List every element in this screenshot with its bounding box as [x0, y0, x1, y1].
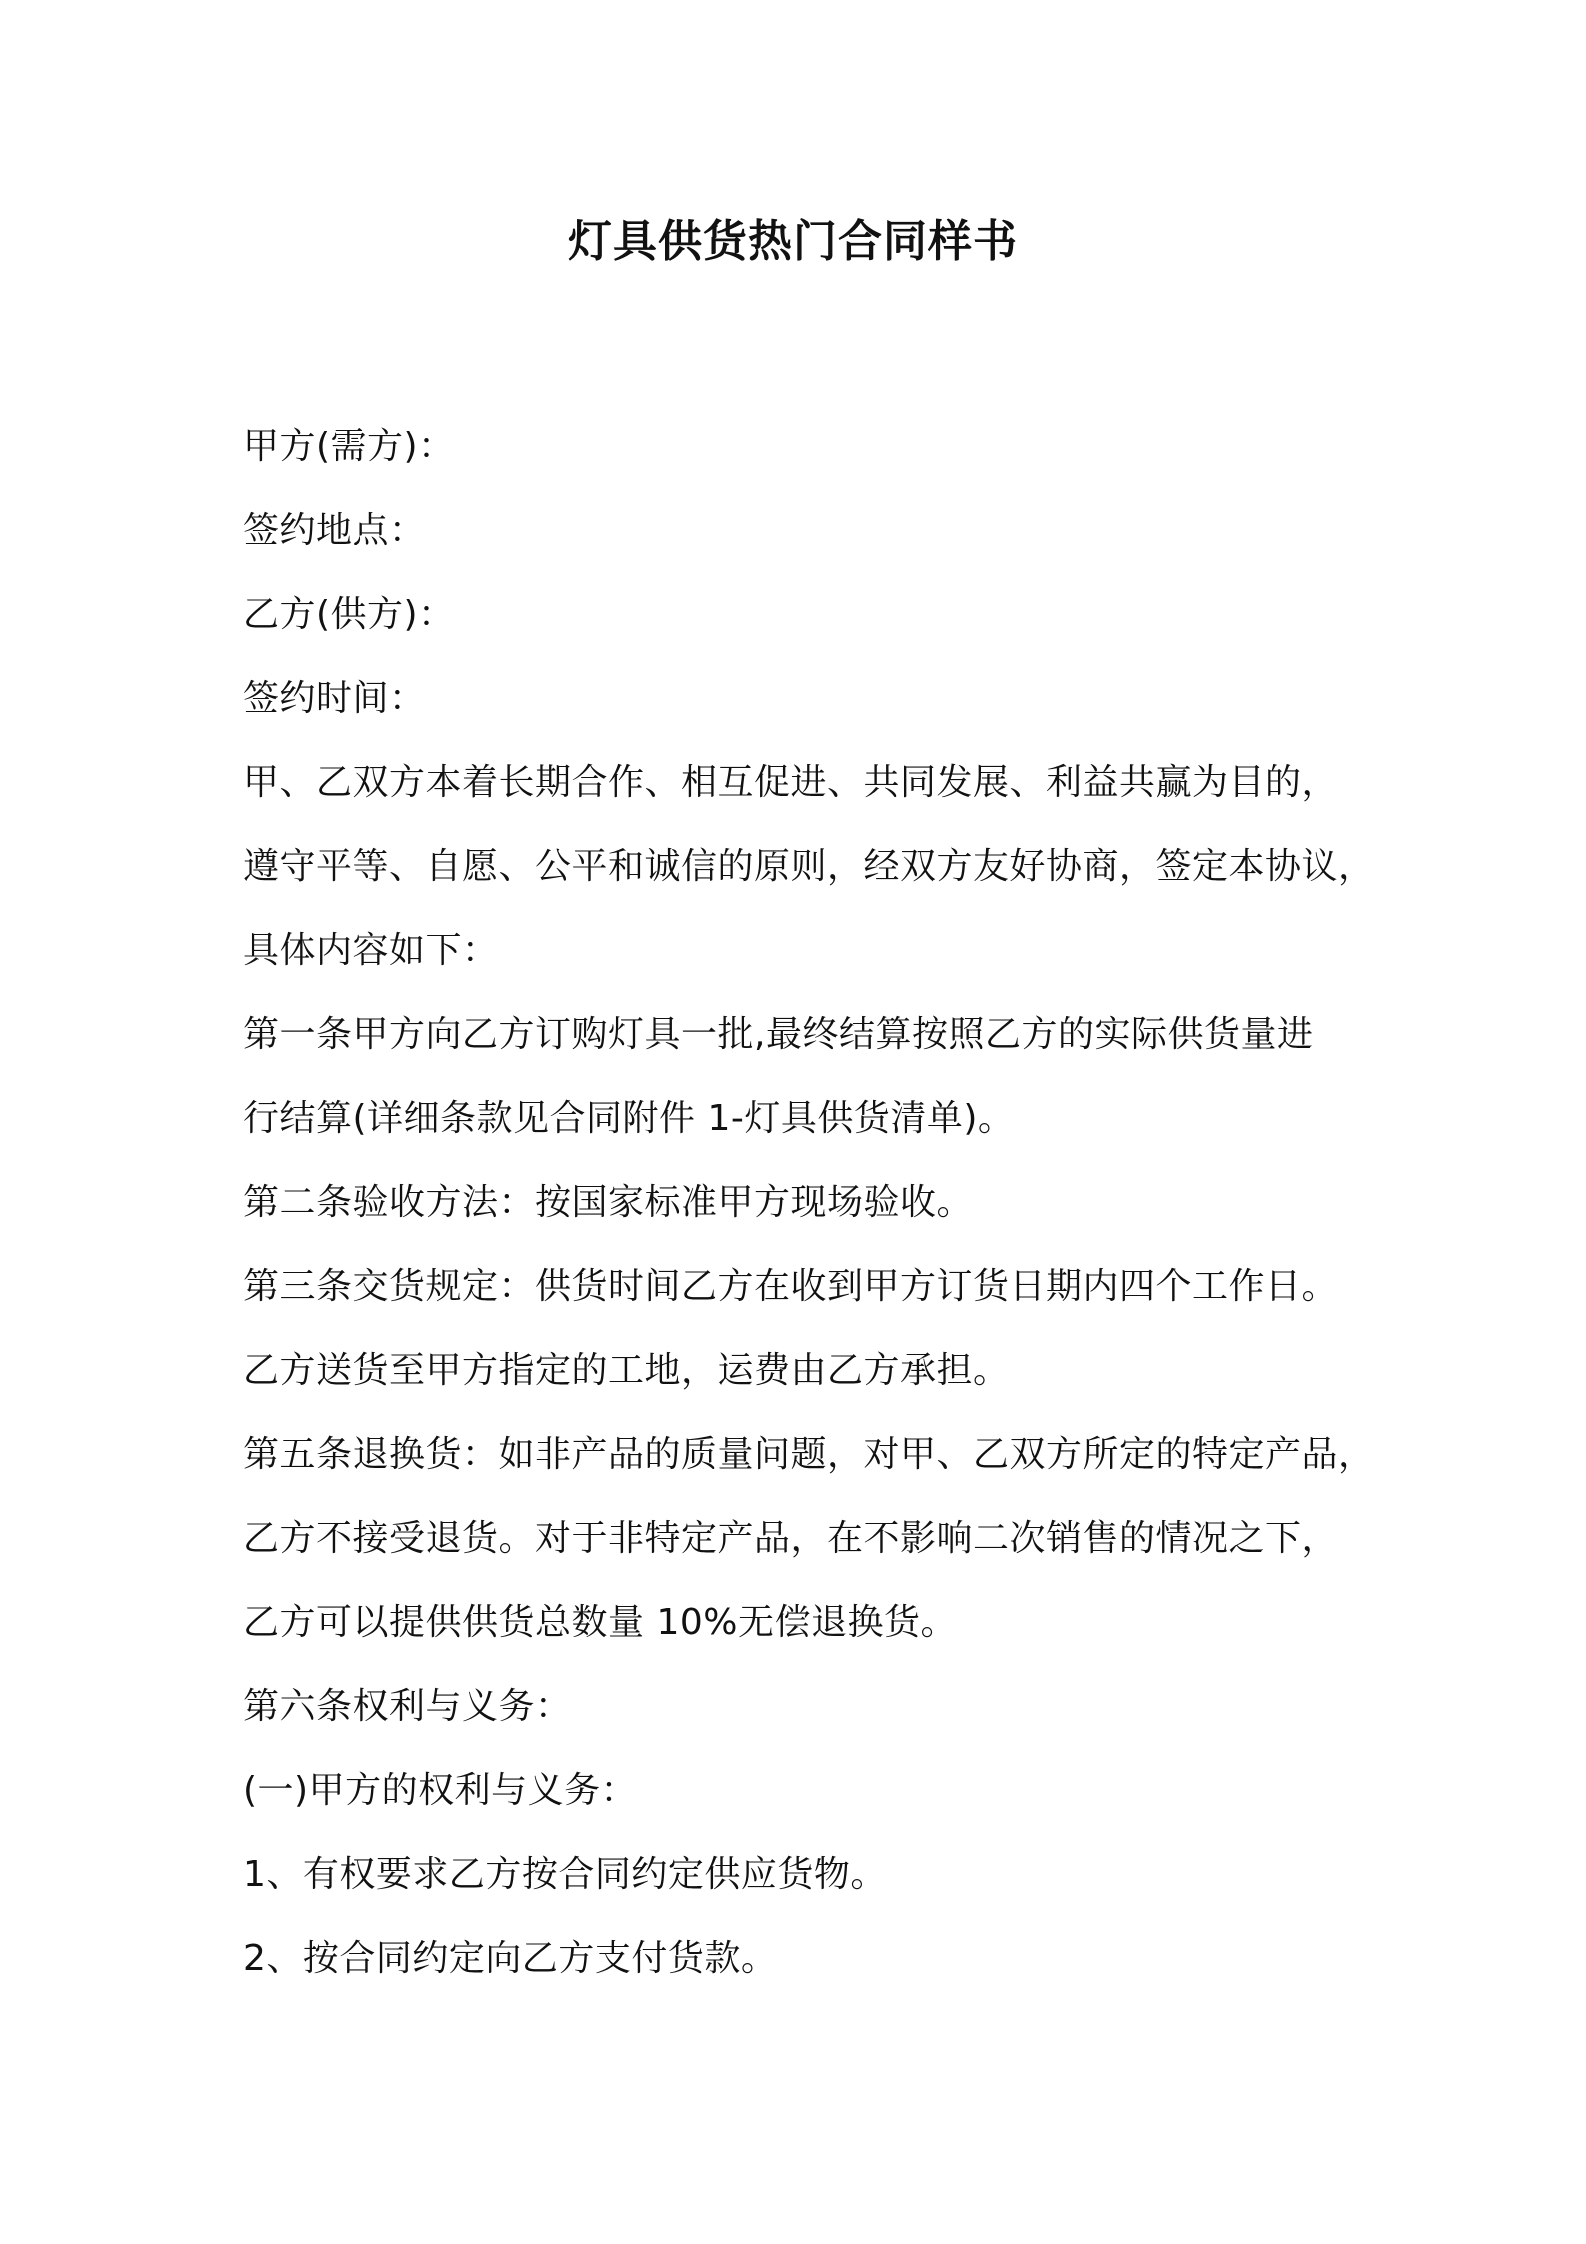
field-party-a: 甲方(需方)： — [243, 426, 455, 467]
document-body — [243, 405, 1373, 2001]
field-signing-time: 签约时间： — [243, 678, 426, 719]
party-a-rights-heading: (一)甲方的权利与义务： — [243, 1770, 638, 1811]
article-2: 第二条验收方法：按国家标准甲方现场验收。 — [243, 1182, 974, 1223]
article-3-line-1: 第三条交货规定：供货时间乙方在收到甲方订货日期内四个工作日。 — [243, 1266, 1339, 1307]
field-signing-place: 签约地点： — [243, 510, 426, 551]
preamble-line-2: 遵守平等、自愿、公平和诚信的原则，经双方友好协商，签定本协议， — [243, 846, 1375, 887]
article-5-line-1: 第五条退换货：如非产品的质量问题，对甲、乙双方所定的特定产品， — [243, 1434, 1375, 1475]
article-1-line-2: 行结算(详细条款见合同附件 1-灯具供货清单)。 — [243, 1098, 1015, 1139]
field-party-b: 乙方(供方)： — [243, 594, 455, 635]
preamble-line-3: 具体内容如下： — [243, 930, 499, 971]
document-title: 灯具供货热门合同样书 — [568, 216, 1018, 267]
article-5-line-2: 乙方不接受退货。对于非特定产品，在不影响二次销售的情况之下， — [243, 1518, 1339, 1559]
party-a-rights-item-2: 2、按合同约定向乙方支付货款。 — [243, 1938, 778, 1979]
preamble-line-1: 甲、乙双方本着长期合作、相互促进、共同发展、利益共赢为目的， — [243, 762, 1339, 803]
article-3-line-2: 乙方送货至甲方指定的工地，运费由乙方承担。 — [243, 1350, 1010, 1391]
article-5-line-3: 乙方可以提供供货总数量 10%无偿退换货。 — [243, 1602, 957, 1643]
article-1-line-1: 第一条甲方向乙方订购灯具一批,最终结算按照乙方的实际供货量进 — [243, 1014, 1314, 1055]
article-6-heading: 第六条权利与义务： — [243, 1686, 572, 1727]
party-a-rights-item-1: 1、有权要求乙方按合同约定供应货物。 — [243, 1854, 887, 1895]
